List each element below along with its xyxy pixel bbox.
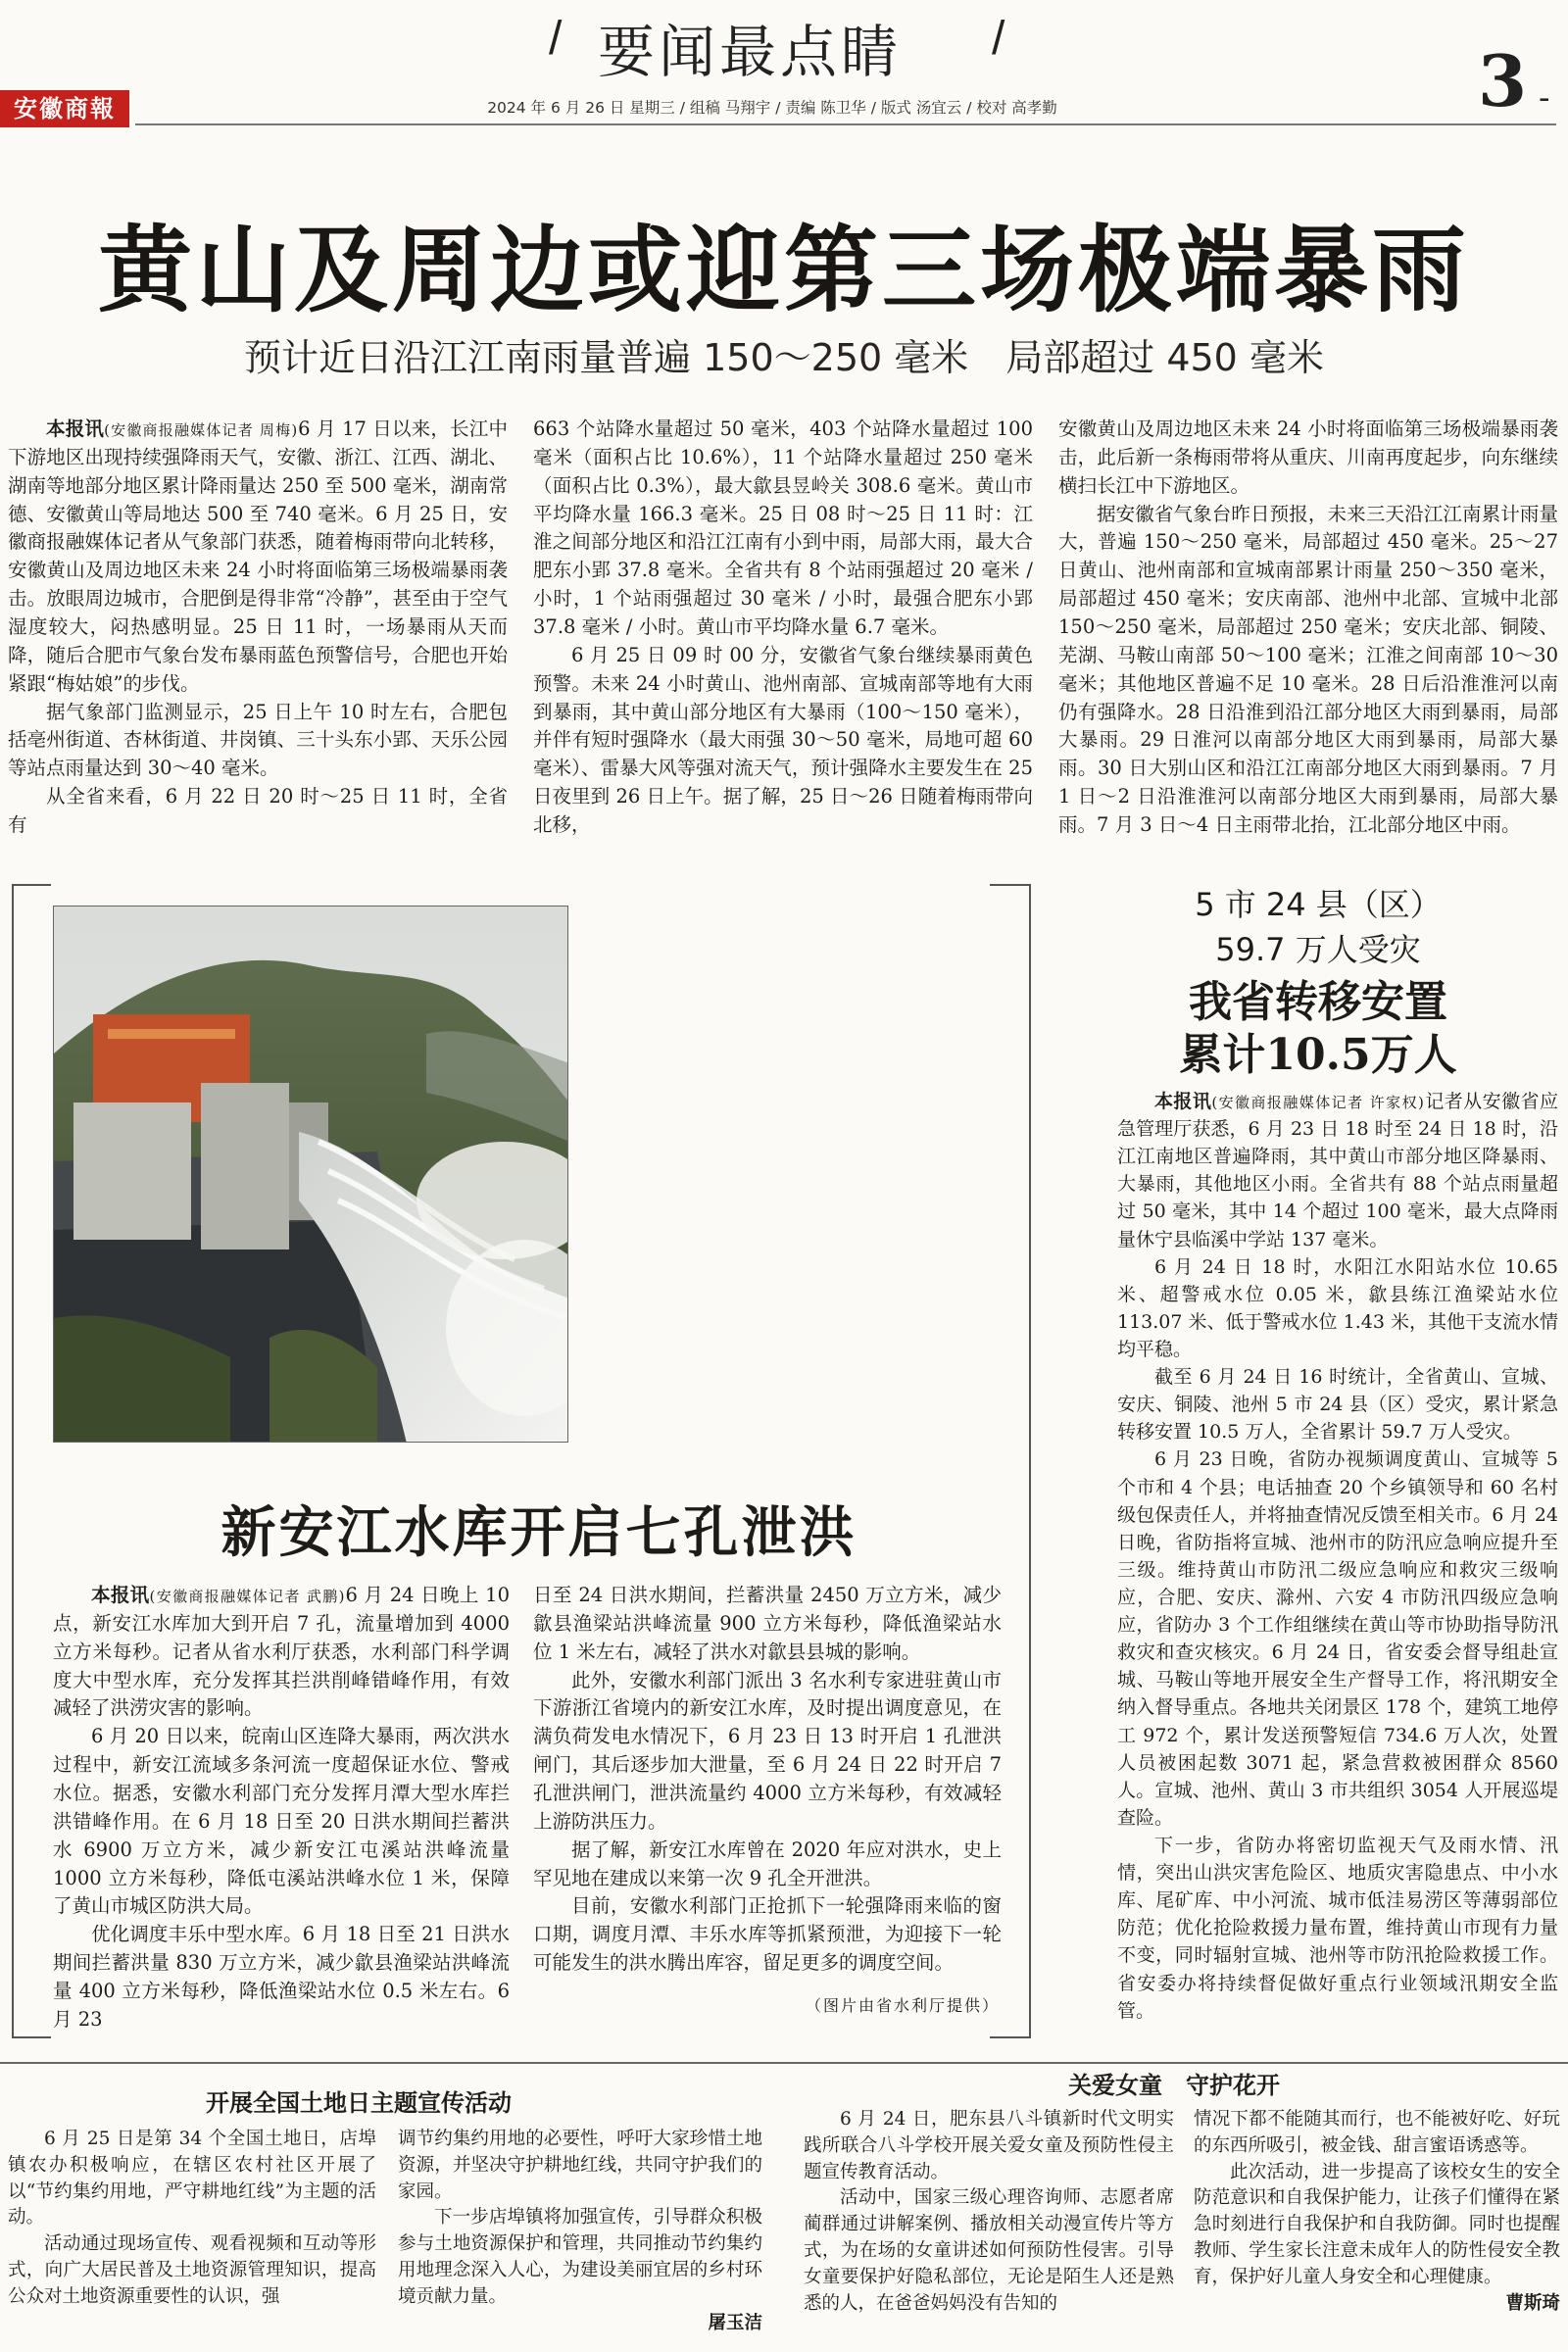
bottom-separator bbox=[0, 2062, 1568, 2064]
feature-paragraph: 优化调度丰乐中型水库。6 月 18 日至 21 日洪水期间拦蓄洪量 830 万立方米，减少歙县渔梁站洪峰流量 400 立方米每秒，降低渔梁站水位 0.5 米左右。6 月 23 bbox=[53, 1923, 510, 2031]
feature-column-2 bbox=[533, 1582, 1002, 1978]
slash-right: / bbox=[992, 13, 1005, 65]
feature-headline: 新安江水库开启七孔泄洪 bbox=[220, 1500, 858, 1565]
relocation-paragraph: 6 月 24 日 18 时，水阳江水阳站水位 10.65 米、超警戒水位 0.05 米，歙县练江渔梁站水位 113.07 米、低于警戒水位 1.43 米，其他干支流水情均平稳。 bbox=[1117, 1255, 1558, 1360]
section-title: 要闻最点睛 bbox=[598, 19, 903, 85]
lead-byline: 本报讯 bbox=[46, 417, 105, 440]
land-day-paragraph: 活动通过现场宣传、观看视频和互动等形式，向广大居民普及土地资源管理知识，提高公众对土地资源重要性的认识，强 bbox=[8, 2233, 376, 2307]
lead-paragraph: 从全省来看，6 月 22 日 20 时～25 日 11 时，全省有 bbox=[8, 785, 508, 837]
girls-care-author: 曹斯琦 bbox=[1505, 2292, 1560, 2314]
feature-column-1 bbox=[53, 1582, 510, 2034]
feature-byline: 本报讯 bbox=[91, 1584, 150, 1606]
land-day-author: 屠玉洁 bbox=[708, 2312, 762, 2333]
land-day-title: 开展全国土地日主题宣传活动 bbox=[206, 2089, 512, 2117]
relocation-subhead-2: 59.7 万人受灾 bbox=[1215, 931, 1421, 968]
land-day-column-1 bbox=[8, 2127, 376, 2311]
newspaper-logo: 安徽商報 bbox=[0, 90, 129, 127]
relocation-paragraph: 下一步，省防办将密切监视天气及雨水情、汛情，突出山洪灾害危险区、地质灾害隐患点、中小水库、尾矿库、中小河流、城市低洼易涝区等薄弱部位防范；优化抢险救援力量布置，维持黄山市现有力量不变，同时辐射宣城、池州等市防汛抢险救援工作。省安委办将持续督促做好重点行业领域汛期安全监管。 bbox=[1117, 1834, 1558, 2022]
relocation-paragraph: 6 月 23 日晚，省防办视频调度黄山、宣城等 5 个市和 4 个县；电话抽查 20 个乡镇领导和 60 名村级包保责任人，并将抽查情况反馈至相关市。6 月 24 日晚，省防指将宣城、池州市的防汛应急响应提升至三级。维持黄山市防汛二级应急响应和救灾三级响应，合肥、安庆、滁州、六安 4 市防汛四级应急响应，省防办 3 个工作组继续在黄山等市协助指导防汛救灾和查灾核灾。6 月 24 日，省安委会督导组赴宣城、马鞍山等地开展安全生产督导工作，将汛期安全纳入督导重点。各地共关闭景区 178 个，建筑工地停工 972 个，累计发送预警短信 734.6 万人次，处置人员被困起数 3071 起，紧急营救被困群众 8560 人。宣城、池州、黄山 3 市共组织 3054 人开展巡堤查险。 bbox=[1117, 1448, 1558, 1829]
lead-paragraph: 6 月 17 日以来，长江中下游地区出现持续强降雨天气，安徽、浙江、江西、湖北、湖南等地部分地区累计降雨量达 250 至 500 毫米，湖南常德、安徽黄山等局地达 500 至 740 毫米。6 月 25 日，安徽商报融媒体记者从气象部门获悉，随着梅雨带向北转移，安徽黄山及周边地区未来 24 小时将面临第三场极端暴雨袭击。放眼周边城市，合肥倒是得非常“冷静”，甚至由于空气湿度较大，闷热感明显。25 日 11 时，一场暴雨从天而降，随后合肥市气象台发布暴雨蓝色预警信号，合肥也开始紧跟“梅姑娘”的步伐。 bbox=[8, 417, 508, 695]
relocation-subhead-1: 5 市 24 县（区） bbox=[1195, 886, 1442, 923]
relocation-byline: 本报讯 bbox=[1154, 1091, 1212, 1112]
lead-paragraph: 安徽黄山及周边地区未来 24 小时将面临第三场极端暴雨袭击，此后新一条梅雨带将从重庆、川南再度起步，向东继续横扫长江中下游地区。 bbox=[1058, 417, 1558, 497]
girls-care-column-2 bbox=[1194, 2107, 1560, 2318]
relocation-paragraph: 截至 6 月 24 日 16 时统计，全省黄山、宣城、安庆、铜陵、池州 5 市 24 县（区）受灾，累计紧急转移安置 10.5 万人，全省累计 59.7 万人受灾。 bbox=[1117, 1366, 1558, 1444]
feature-frame-corner bbox=[990, 2036, 1031, 2038]
land-day-paragraph: 调节约集约用地的必要性，呼吁大家珍惜土地资源，并坚决守护耕地红线，共同守护我们的家园。 bbox=[398, 2129, 762, 2202]
lead-subhead: 预计近日沿江江南雨量普遍 150～250 毫米 局部超过 450 毫米 bbox=[244, 336, 1324, 379]
lead-column-1 bbox=[8, 416, 508, 840]
feature-paragraph: 此外，安徽水利部门派出 3 名水利专家进驻黄山市下游浙江省境内的新安江水库，及时提出调度意见，在满负荷发电水情况下，6 月 23 日 13 时开启 1 孔泄洪闸门，其后逐步加大泄量，至 6 月 24 日 22 时开启 7 孔泄洪闸门，泄洪流量约 4000 立方米每秒，有效减轻上游防洪压力。 bbox=[533, 1668, 1002, 1833]
land-day-paragraph: 6 月 25 日是第 34 个全国土地日，店埠镇农办积极响应，在辖区农村社区开展了以“节约集约用地，严守耕地红线”为主题的活动。 bbox=[8, 2129, 376, 2229]
feature-byline-note: (安徽商报融媒体记者 武鹏) bbox=[149, 1588, 346, 1605]
lead-column-3 bbox=[1058, 416, 1558, 840]
lead-paragraph: 663 个站降水量超过 50 毫米，403 个站降水量超过 100 毫米（面积占比 10.6%），11 个站降水量超过 250 毫米（面积占比 0.3%），最大歙县昱岭关 308.6 毫米。黄山市平均降水量 166.3 毫米。25 日 08 时～25 日 11 时：江淮之间部分地区和沿江江南有小到中雨，局部大雨，最大合肥东小郢 37.8 毫米。全省共有 8 个站雨强超过 20 毫米 / 小时，1 个站雨强超过 30 毫米 / 小时，最强合肥东小郢 37.8 毫米 / 小时。黄山市平均降水量 6.7 毫米。 bbox=[533, 417, 1033, 639]
feature-frame-corner bbox=[990, 884, 1031, 886]
feature-paragraph: 6 月 20 日以来，皖南山区连降大暴雨，两次洪水过程中，新安江流域多条河流一度超保证水位、警戒水位。据悉，安徽水利部门充分发挥月潭大型水库拦洪错峰作用。在 6 月 18 日至 20 日洪水期间拦蓄洪水 6900 万立方米，减少新安江屯溪站洪峰流量 1000 立方米每秒，降低屯溪站洪峰水位 1 米，保障了黄山市城区防洪大局。 bbox=[53, 1725, 510, 1918]
photo-credit: （图片由省水利厅提供） bbox=[805, 1996, 1000, 2015]
relocation-paragraph: 记者从安徽省应急管理厅获悉，6 月 23 日 18 时至 24 日 18 时，沿江江南地区普遍降雨，其中黄山市部分地区降暴雨、大暴雨，其他地区小雨。全省共有 88 个站点雨量超过 50 毫米，其中 14 个超过 100 毫米，最大点降雨量休宁县临溪中学站 137 毫米。 bbox=[1117, 1091, 1558, 1250]
reservoir-photo bbox=[53, 906, 568, 1443]
feature-frame-right bbox=[1029, 884, 1031, 2038]
page-number-dash: - bbox=[1539, 78, 1550, 118]
lead-byline-note: (安徽商报融媒体记者 周梅) bbox=[104, 421, 299, 439]
girls-care-paragraph: 6 月 24 日，肥东县八斗镇新时代文明实践所联合八斗学校开展关爱女童及预防性侵主题宣传教育活动。 bbox=[804, 2109, 1174, 2182]
lead-paragraph: 6 月 25 日 09 时 00 分，安徽省气象台继续暴雨黄色预警。未来 24 小时黄山、池州南部、宣城南部等地有大雨到暴雨，其中黄山部分地区有大暴雨（100～150 毫米），并伴有短时强降水（最大雨强 30～50 毫米，局地可超 60 毫米）、雷暴大风等强对流天气，预计强降水主要发生在 25 日夜里到 26 日上午。据了解，25 日～26 日随着梅雨带向北移， bbox=[533, 643, 1033, 837]
page-number: 3 bbox=[1478, 39, 1528, 122]
slash-left: / bbox=[549, 13, 563, 65]
relocation-headline-2: 累计10.5万人 bbox=[1179, 1030, 1457, 1080]
date-line: 2024 年 6 月 26 日 星期三 / 组稿 马翔宇 / 责编 陈卫华 / 版式 汤宜云 / 校对 高孝勤 bbox=[487, 99, 1057, 117]
girls-care-title: 关爱女童 守护花开 bbox=[1068, 2072, 1280, 2099]
land-day-paragraph: 下一步店埠镇将加强宣传，引导群众积极参与土地资源保护和管理，共同推动节约集约用地理念深入人心，为建设美丽宜居的乡村环境贡献力量。 bbox=[398, 2207, 762, 2307]
girls-care-paragraph: 此次活动，进一步提高了该校女生的安全防范意识和自我保护能力，让孩子们懂得在紧急时刻进行自我保护和自我防御。同时也提醒教师、学生家长注意未成年人的防性侵安全教育，保护好儿童人身安全和心理健康。 bbox=[1194, 2161, 1560, 2287]
feature-frame-left bbox=[12, 884, 14, 2038]
feature-paragraph: 据了解，新安江水库曾在 2020 年应对洪水，史上罕见地在建成以来第一次 9 孔全开泄洪。 bbox=[533, 1838, 1002, 1889]
lead-paragraph: 据安徽省气象台昨日预报，未来三天沿江江南累计雨量大，普遍 150～250 毫米，局部超过 450 毫米。25～27 日黄山、池州南部和宣城南部累计雨量 250～350 毫米，局部超过 450 毫米；安庆南部、池州中北部、宣城中北部 150～250 毫米，局部超过 250 毫米；安庆北部、铜陵、芜湖、马鞍山南部 50～100 毫米；江淮之间南部 10～30 毫米；其他地区普遍不足 10 毫米。28 日后沿淮淮河以南仍有强降水。28 日沿淮到沿江部分地区大雨到暴雨，局部大暴雨。29 日淮河以南部分地区大雨到暴雨，局部大暴雨。30 日大别山区和沿江江南部分地区大雨到暴雨。7 月 1 日～2 日沿淮淮河以南部分地区大雨到暴雨，局部大暴雨。7 月 3 日～4 日主雨带北抬，江北部分地区中雨。 bbox=[1058, 502, 1558, 837]
girls-care-paragraph: 活动中，国家三级心理咨询师、志愿者席蔺群通过讲解案例、播放相关动漫宣传片等方式，为在场的女童讲述如何预防性侵害。引导女童要保护好隐私部位，无论是陌生人还是熟悉的人，在爸爸妈妈没有告知的 bbox=[804, 2187, 1174, 2314]
feature-frame-corner bbox=[12, 884, 51, 886]
lead-paragraph: 据气象部门监测显示，25 日上午 10 时左右，合肥包括亳州街道、杏林街道、井岗镇、三十头东小郢、天乐公园等站点雨量达到 30～40 毫米。 bbox=[8, 700, 508, 780]
masthead-rule bbox=[135, 123, 1556, 125]
relocation-column bbox=[1117, 1088, 1558, 2025]
lead-headline: 黄山及周边或迎第三场极端暴雨 bbox=[98, 215, 1470, 325]
feature-frame-corner bbox=[12, 2036, 51, 2038]
relocation-headline-1: 我省转移安置 bbox=[1189, 977, 1447, 1027]
lead-column-2 bbox=[533, 416, 1033, 840]
relocation-byline-note: (安徽商报融媒体记者 许家权) bbox=[1211, 1094, 1425, 1111]
reservoir-photo-image bbox=[54, 906, 568, 1443]
feature-paragraph: 目前，安徽水利部门正抢抓下一轮强降雨来临的窗口期，调度月潭、丰乐水库等抓紧预泄，为迎接下一轮可能发生的洪水腾出库容，留足更多的调度空间。 bbox=[533, 1894, 1002, 1975]
girls-care-paragraph: 情况下都不能随其而行，也不能被好吃、好玩的东西所吸引，被金钱、甜言蜜语诱惑等。 bbox=[1194, 2109, 1560, 2156]
girls-care-column-1 bbox=[804, 2107, 1174, 2318]
feature-paragraph: 日至 24 日洪水期间，拦蓄洪量 2450 万立方米，减少歙县渔梁站洪峰流量 900 立方米每秒，降低渔梁站水位 1 米左右，减轻了洪水对歙县县城的影响。 bbox=[533, 1584, 1002, 1663]
feature-paragraph: 6 月 24 日晚上 10 点，新安江水库加大到开启 7 孔，流量增加到 4000 立方米每秒。记者从省水利厅获悉，水利部门科学调度大中型水库，充分发挥其拦洪削峰错峰作用，有效减轻了洪涝灾害的影响。 bbox=[53, 1584, 510, 1720]
land-day-column-2 bbox=[398, 2127, 762, 2337]
